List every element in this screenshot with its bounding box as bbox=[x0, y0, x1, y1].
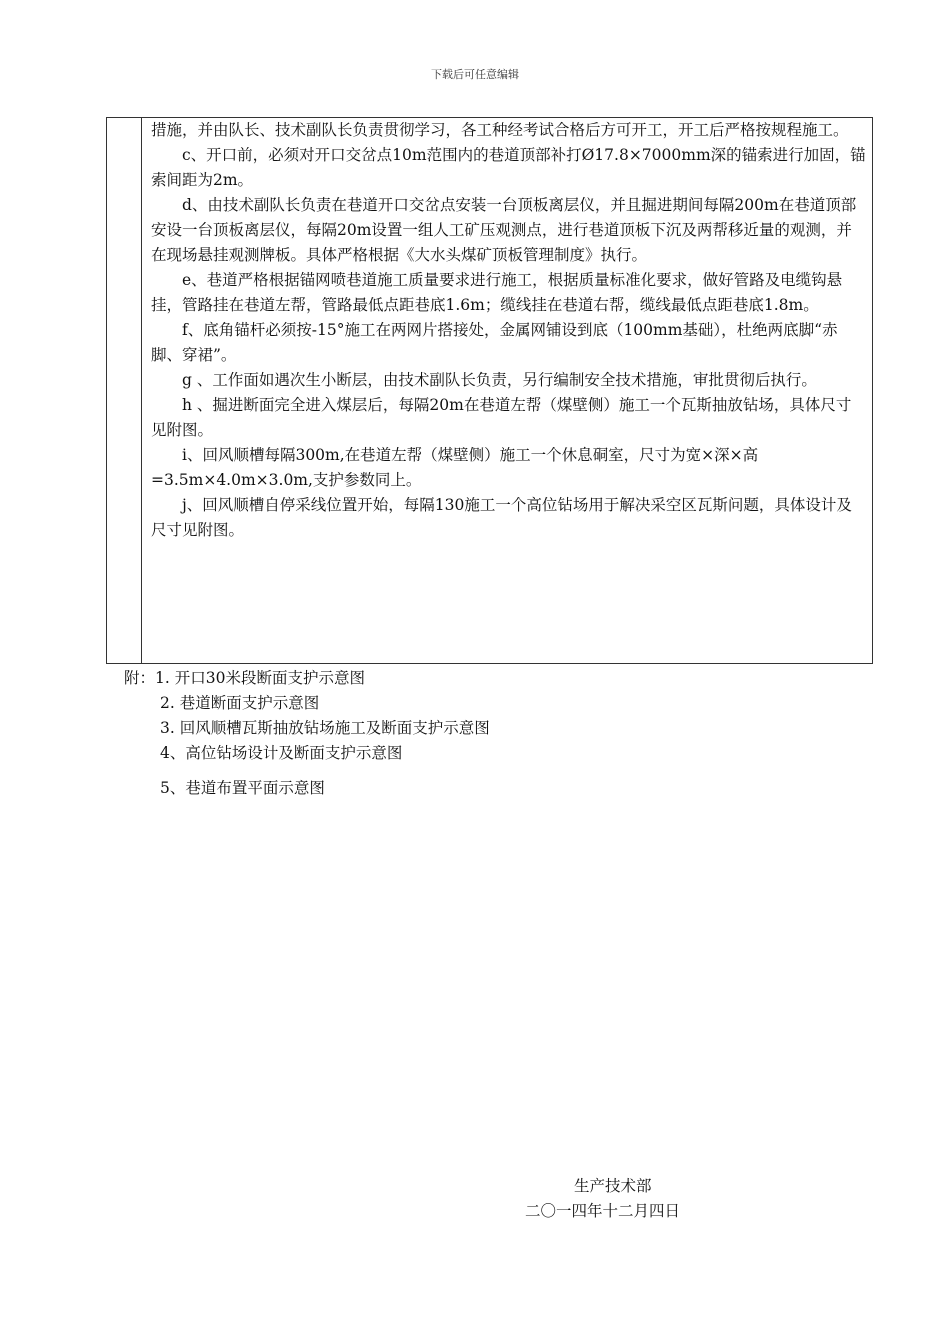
paragraph-intro: 措施，并由队长、技术副队长负责贯彻学习，各工种经考试合格后方可开工，开工后严格按规程施工。 bbox=[151, 121, 849, 139]
paragraph-c: c、开口前，必须对开口交岔点10m范围内的巷道顶部补打Ø17.8×7000mm深的锚索进行加固，锚索间距为2m。 bbox=[151, 146, 866, 189]
paragraph-g: g 、工作面如遇次生小断层，由技术副队长负责，另行编制安全技术措施，审批贯彻后执行。 bbox=[182, 371, 817, 389]
table-left-column bbox=[107, 118, 142, 663]
attachment-text: 1. 开口30米段断面支护示意图 bbox=[155, 669, 365, 687]
attachment-item-2: 2. 巷道断面支护示意图 bbox=[160, 694, 320, 712]
signature-date: 二〇一四年十二月四日 bbox=[525, 1202, 681, 1220]
paragraph-i: i、回风顺槽每隔300m,在巷道左帮（煤壁侧）施工一个休息硐室，尺寸为宽×深×高=3.5m×4.0m×3.0m,支护参数同上。 bbox=[151, 446, 759, 489]
attachment-item-3: 3. 回风顺槽瓦斯抽放钻场施工及断面支护示意图 bbox=[160, 719, 490, 737]
attachment-item-5: 5、巷道布置平面示意图 bbox=[160, 779, 325, 797]
header-note: 下载后可任意编辑 bbox=[431, 68, 519, 81]
paragraph-f: f、底角锚杆必须按-15°施工在两网片搭接处，金属网铺设到底（100mm基础），杜绝两底脚“赤脚、穿裙”。 bbox=[151, 321, 838, 364]
paragraph-h: h 、掘进断面完全进入煤层后，每隔20m在巷道左帮（煤壁侧）施工一个瓦斯抽放钻场，具体尺寸见附图。 bbox=[151, 396, 852, 439]
paragraph-e: e、巷道严格根据锚网喷巷道施工质量要求进行施工，根据质量标准化要求，做好管路及电缆钩悬挂，管路挂在巷道左帮，管路最低点距巷底1.6m；缆线挂在巷道右帮，缆线最低点距巷底1.8m。 bbox=[151, 271, 843, 314]
attachment-item-4: 4、高位钻场设计及断面支护示意图 bbox=[160, 744, 403, 762]
attachment-item-1 bbox=[124, 666, 490, 691]
paragraph-j: j、回风顺槽自停采线位置开始，每隔130施工一个高位钻场用于解决采空区瓦斯问题，具体设计及尺寸见附图。 bbox=[151, 496, 852, 539]
table-content bbox=[151, 118, 866, 543]
attachments-label: 附： bbox=[124, 669, 156, 687]
content-table bbox=[106, 117, 873, 664]
paragraph-d: d、由技术副队长负责在巷道开口交岔点安装一台顶板离层仪，并且掘进期间每隔200m在巷道顶部安设一台顶板离层仪，每隔20m设置一组人工矿压观测点，进行巷道顶板下沉及两帮移近量的观测，并在现场悬挂观测牌板。具体严格根据《大水头煤矿顶板管理制度》执行。 bbox=[151, 196, 857, 264]
attachments-list bbox=[124, 666, 490, 801]
signature-department: 生产技术部 bbox=[574, 1177, 652, 1195]
